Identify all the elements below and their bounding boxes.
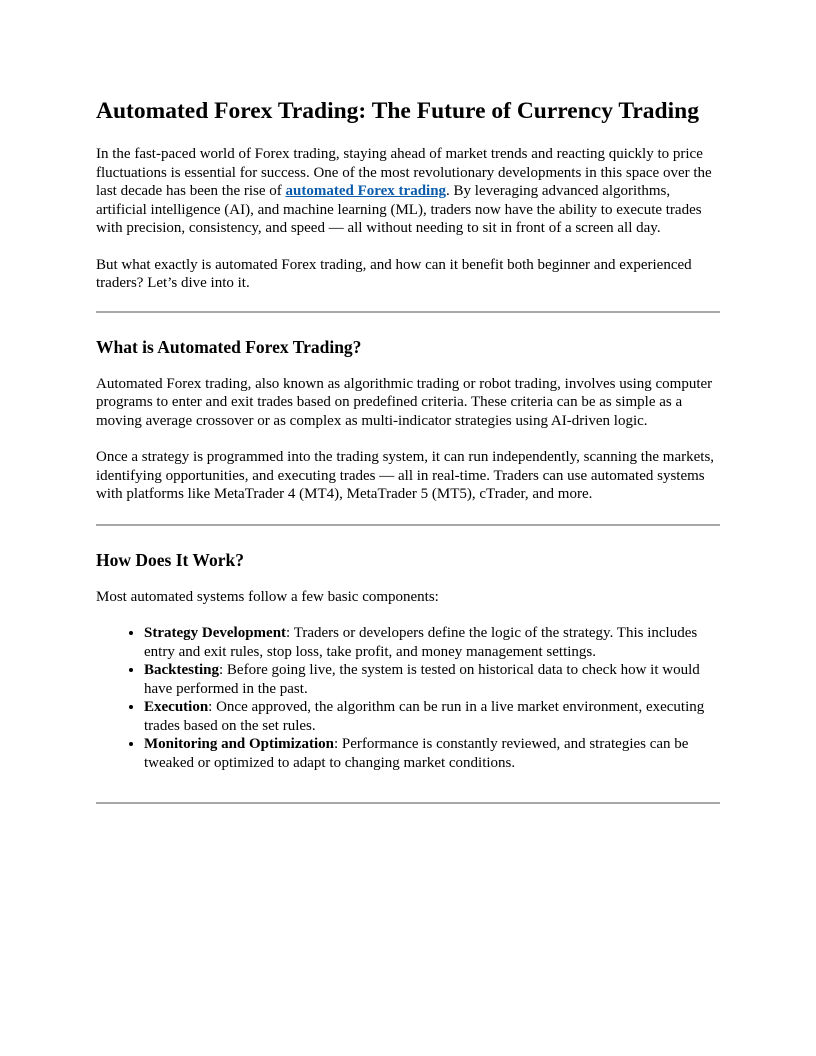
section-divider xyxy=(96,311,720,313)
intro-text-after-link: . By leveraging advanced algorithms, artificial intelligence (AI), and machine learning (ML), traders now have the ability to execute trades with precision, consistency, and speed — all without needing to sit in front of a screen all day. xyxy=(96,183,702,236)
list-item-text: : Traders or developers define the logic of the strategy. This includes entry and exit rules, stop loss, take profit, and money management settings. xyxy=(144,625,698,660)
list-item xyxy=(144,661,720,698)
document-page xyxy=(96,96,720,804)
list-item xyxy=(144,624,720,661)
list-item-term: Backtesting xyxy=(144,662,219,678)
list-item-term: Monitoring and Optimization xyxy=(144,736,335,752)
section1-paragraph-2: Once a strategy is programmed into the trading system, it can run independently, scanning the markets, identifying opportunities, and executing trades — all in real-time. Traders can use automated systems with platforms like MetaTrader 4 (MT4), MetaTrader 5 (MT5), cTrader, and more. xyxy=(96,449,715,502)
section1-paragraph-1: Automated Forex trading, also known as algorithmic trading or robot trading, involves using computer programs to enter and exit trades based on predefined criteria. These criteria can be as simple as a moving average crossover or as complex as multi-indicator strategies using AI-driven logic. xyxy=(96,375,713,429)
list-item-text: : Performance is constantly reviewed, and strategies can be tweaked or optimized to adapt to changing market conditions. xyxy=(144,736,689,771)
list-item xyxy=(144,735,720,772)
section2-intro: Most automated systems follow a few basic components: xyxy=(96,588,439,605)
section-heading-how-it-works: How Does It Work? xyxy=(96,549,244,570)
section-divider xyxy=(96,802,720,804)
list-item-text: : Before going live, the system is tested on historical data to check how it would have performed in the past. xyxy=(144,662,700,697)
intro-text-before-link: In the fast-paced world of Forex trading, staying ahead of market trends and reacting quickly to price fluctuations is essential for success. One of the most revolutionary developments in this space over the last decade has been the rise of xyxy=(96,146,712,199)
section-heading-what-is: What is Automated Forex Trading? xyxy=(96,336,362,357)
section-divider xyxy=(96,524,720,526)
intro-paragraph-1 xyxy=(96,145,720,238)
list-item-term: Strategy Development xyxy=(144,625,287,641)
list-item xyxy=(144,698,720,735)
list-item-text: : Once approved, the algorithm can be run in a live market environment, executing trades based on the set rules. xyxy=(144,699,705,734)
page-title: Automated Forex Trading: The Future of Currency Trading xyxy=(96,98,699,124)
automated-forex-trading-link[interactable]: automated Forex trading xyxy=(285,183,447,199)
list-item-term: Execution xyxy=(144,699,209,715)
components-list xyxy=(96,624,720,772)
intro-paragraph-2: But what exactly is automated Forex trading, and how can it benefit both beginner and experienced traders? Let’s dive into it. xyxy=(96,256,692,291)
